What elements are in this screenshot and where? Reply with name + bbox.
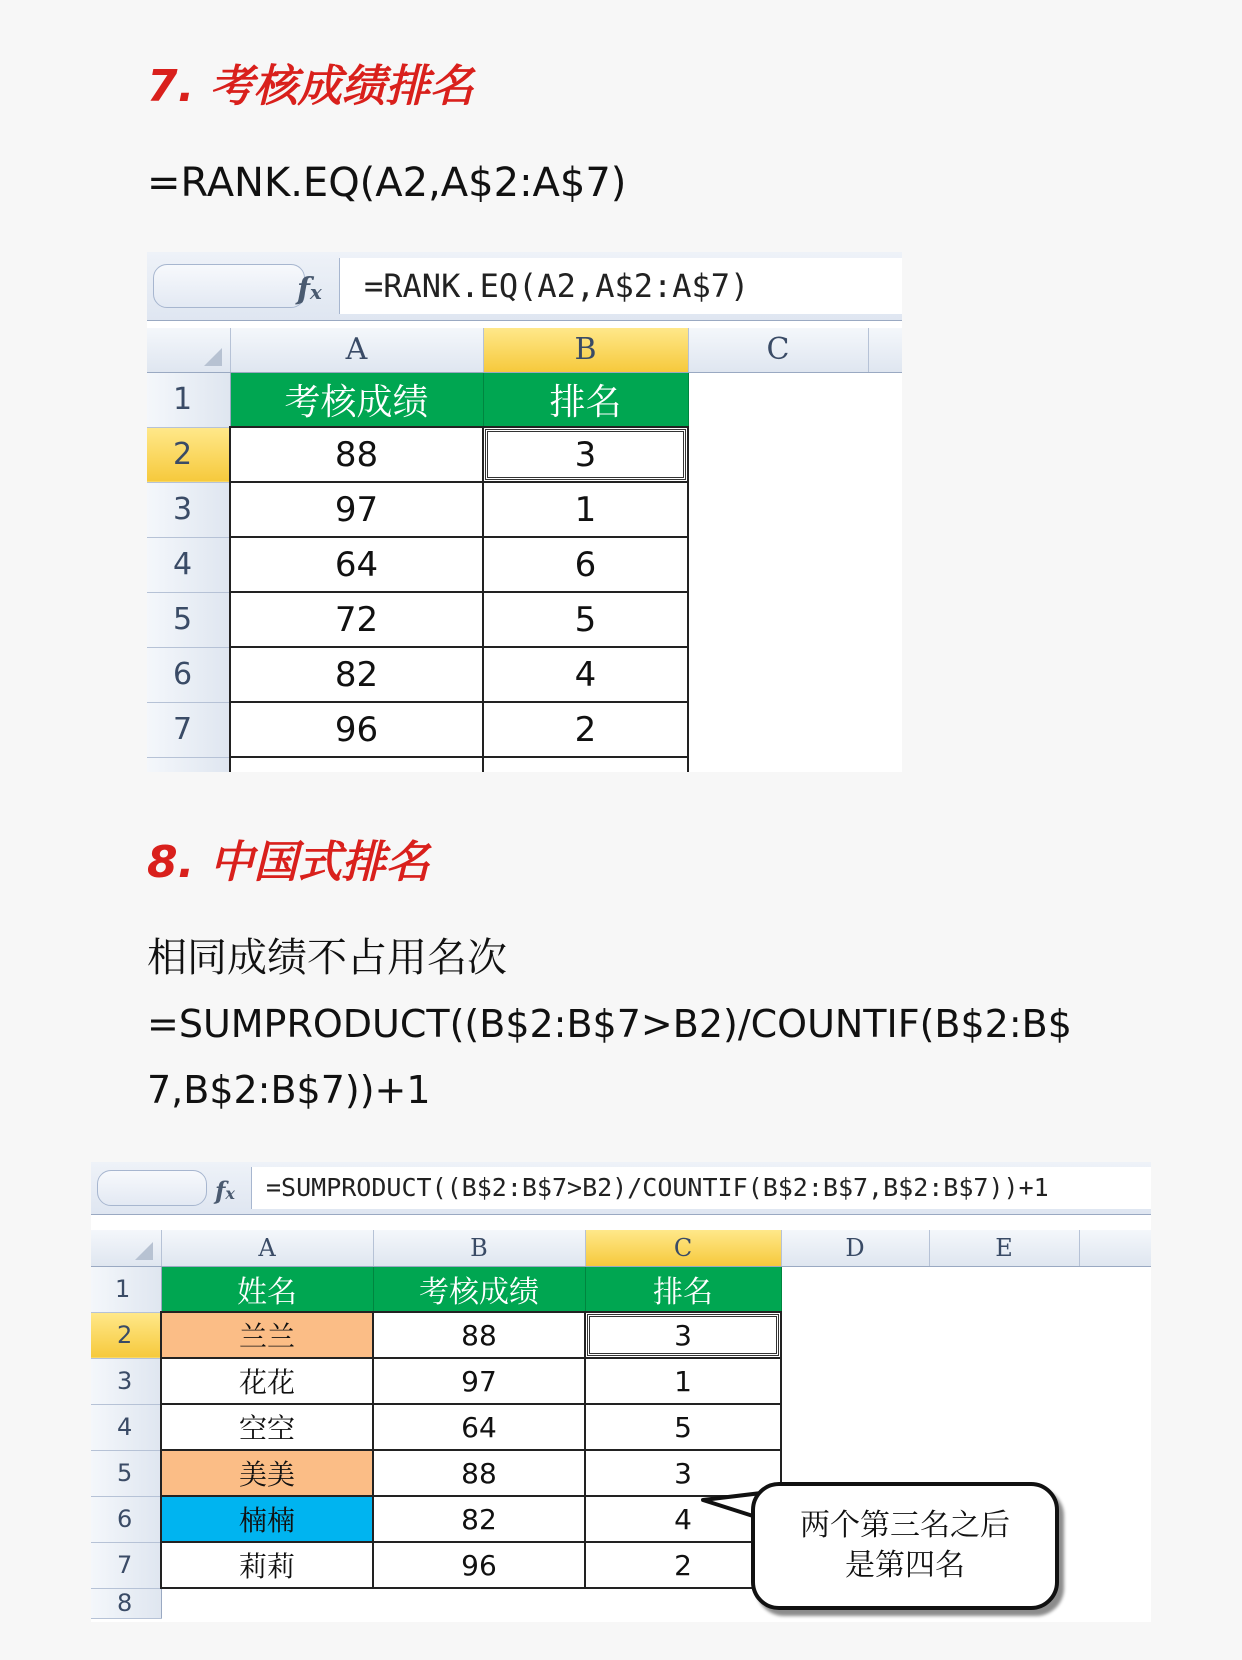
name-box[interactable] xyxy=(97,1170,207,1206)
row-header-6[interactable]: 6 xyxy=(147,647,230,702)
column-header-more[interactable] xyxy=(1079,1230,1151,1266)
header-rank[interactable]: 排名 xyxy=(585,1266,781,1312)
column-header-c[interactable]: C xyxy=(585,1230,781,1266)
callout-line-1: 两个第三名之后 xyxy=(800,1508,1010,1543)
column-header-d[interactable]: D xyxy=(781,1230,929,1266)
row-header-4[interactable]: 4 xyxy=(147,537,230,592)
section-7-title: 7. 考核成绩排名 xyxy=(147,61,474,112)
cell-name[interactable]: 花花 xyxy=(161,1358,373,1404)
column-header-e[interactable]: E xyxy=(929,1230,1079,1266)
cell-score[interactable]: 88 xyxy=(230,427,483,482)
cell-empty[interactable] xyxy=(781,1358,1151,1404)
cell-rank[interactable]: 5 xyxy=(483,592,688,647)
section-8-description: 相同成绩不占用名次 xyxy=(147,935,507,981)
column-header-b[interactable]: B xyxy=(483,328,688,372)
cell-score[interactable]: 88 xyxy=(373,1450,585,1496)
row-header-6[interactable]: 6 xyxy=(91,1496,161,1542)
column-header-b[interactable]: B xyxy=(373,1230,585,1266)
cell-score[interactable]: 88 xyxy=(373,1312,585,1358)
fx-icon: fx xyxy=(297,272,322,307)
cell-empty[interactable] xyxy=(688,757,902,772)
cell-score[interactable]: 97 xyxy=(230,482,483,537)
cell-empty[interactable] xyxy=(781,1312,1151,1358)
row-header-5[interactable]: 5 xyxy=(147,592,230,647)
row-header-5[interactable]: 5 xyxy=(91,1450,161,1496)
cell-score[interactable]: 64 xyxy=(230,537,483,592)
cell-score[interactable]: 82 xyxy=(230,647,483,702)
column-header-more[interactable] xyxy=(868,328,902,372)
cell-rank[interactable]: 3 xyxy=(585,1450,781,1496)
header-rank[interactable]: 排名 xyxy=(483,372,688,427)
row-header-7[interactable]: 7 xyxy=(91,1542,161,1588)
section-7-formula: =RANK.EQ(A2,A$2:A$7) xyxy=(147,160,627,206)
column-header-c[interactable]: C xyxy=(688,328,868,372)
cell-empty[interactable] xyxy=(483,757,688,772)
cell-rank[interactable]: 2 xyxy=(483,702,688,757)
cell-rank[interactable]: 4 xyxy=(585,1496,781,1542)
cell-name-highlight[interactable]: 美美 xyxy=(161,1450,373,1496)
section-8-title: 8. 中国式排名 xyxy=(147,837,430,888)
formula-bar xyxy=(147,252,902,321)
cell-empty[interactable] xyxy=(781,1266,1151,1312)
header-name[interactable]: 姓名 xyxy=(161,1266,373,1312)
cell-empty[interactable] xyxy=(688,372,902,427)
row-header-7[interactable]: 7 xyxy=(147,702,230,757)
header-score[interactable]: 考核成绩 xyxy=(373,1266,585,1312)
row-header-2[interactable]: 2 xyxy=(147,427,230,482)
cell-score[interactable]: 82 xyxy=(373,1496,585,1542)
select-all-corner[interactable] xyxy=(91,1230,161,1266)
cell-rank[interactable]: 6 xyxy=(483,537,688,592)
row-header-8[interactable]: 8 xyxy=(91,1588,161,1618)
cell-rank[interactable]: 4 xyxy=(483,647,688,702)
cell-rank[interactable]: 1 xyxy=(483,482,688,537)
cell-rank[interactable]: 1 xyxy=(585,1358,781,1404)
cell-empty[interactable] xyxy=(230,757,483,772)
name-box[interactable] xyxy=(153,264,305,308)
sheet-grid xyxy=(147,328,902,772)
cell-empty[interactable] xyxy=(688,702,902,757)
spreadsheet-rank xyxy=(147,252,902,772)
cell-name[interactable]: 空空 xyxy=(161,1404,373,1450)
cell-empty[interactable] xyxy=(688,427,902,482)
column-header-a[interactable]: A xyxy=(230,328,483,372)
cell-score[interactable]: 97 xyxy=(373,1358,585,1404)
header-score[interactable]: 考核成绩 xyxy=(230,372,483,427)
formula-bar xyxy=(91,1162,1151,1215)
row-header-3[interactable]: 3 xyxy=(91,1358,161,1404)
cell-empty[interactable] xyxy=(688,592,902,647)
formula-input[interactable]: =SUMPRODUCT((B$2:B$7>B2)/COUNTIF(B$2:B$7,B$2:B$7))+1 xyxy=(251,1167,1151,1209)
row-header-4[interactable]: 4 xyxy=(91,1404,161,1450)
fx-icon: fx xyxy=(215,1176,235,1205)
spreadsheet-chinese-rank xyxy=(91,1162,1151,1622)
row-header-1[interactable]: 1 xyxy=(91,1266,161,1312)
section-8-formula-line2: 7,B$2:B$7))+1 xyxy=(147,1068,431,1112)
cell-empty[interactable] xyxy=(781,1404,1151,1450)
annotation-callout xyxy=(751,1482,1059,1610)
cell-empty[interactable] xyxy=(688,482,902,537)
select-all-corner[interactable] xyxy=(147,328,230,372)
cell-name[interactable]: 莉莉 xyxy=(161,1542,373,1588)
cell-score[interactable]: 96 xyxy=(373,1542,585,1588)
section-8-formula-line1: =SUMPRODUCT((B$2:B$7>B2)/COUNTIF(B$2:B$ xyxy=(147,1002,1072,1046)
cell-score[interactable]: 72 xyxy=(230,592,483,647)
callout-line-2: 是第四名 xyxy=(845,1548,965,1583)
cell-empty[interactable] xyxy=(688,647,902,702)
cell-name-highlight[interactable]: 兰兰 xyxy=(161,1312,373,1358)
cell-rank[interactable]: 2 xyxy=(585,1542,781,1588)
cell-rank-active[interactable]: 3 xyxy=(483,427,688,482)
cell-name-highlight[interactable]: 楠楠 xyxy=(161,1496,373,1542)
cell-score[interactable]: 64 xyxy=(373,1404,585,1450)
cell-rank-active[interactable]: 3 xyxy=(585,1312,781,1358)
cell-rank[interactable]: 5 xyxy=(585,1404,781,1450)
formula-input[interactable]: =RANK.EQ(A2,A$2:A$7) xyxy=(339,258,902,314)
row-header-2[interactable]: 2 xyxy=(91,1312,161,1358)
row-header-8[interactable] xyxy=(147,757,230,772)
row-header-1[interactable]: 1 xyxy=(147,372,230,427)
column-header-a[interactable]: A xyxy=(161,1230,373,1266)
cell-score[interactable]: 96 xyxy=(230,702,483,757)
row-header-3[interactable]: 3 xyxy=(147,482,230,537)
cell-empty[interactable] xyxy=(688,537,902,592)
